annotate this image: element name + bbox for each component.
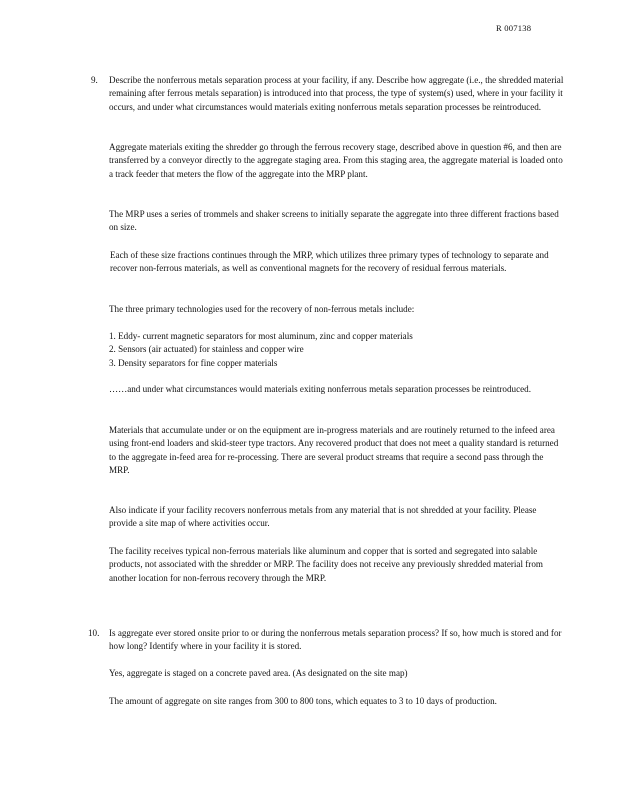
technology-list-item: 2. Sensors (air actuated) for stainless and copper wire bbox=[109, 344, 304, 354]
page-header-bates-number: R 007138 bbox=[496, 23, 532, 33]
answer-paragraph: Each of these size fractions continues through the MRP, which utilizes three primary types of technology to separate and recover non-ferrous materials, as well as conventional magnets for the recovery of residual ferrous materials. bbox=[110, 250, 549, 274]
answer-paragraph: Materials that accumulate under or on the equipment are in-progress materials and are routinely returned to the infeed area using front-end loaders and skid-steer type tractors. Any recovered product that does not meet a quality standard is returned to the aggregate in-feed area for re-processing. There are several product streams that require a second pass through the MRP. bbox=[109, 425, 559, 476]
followup-question-text: ……and under what circumstances would materials exiting nonferrous metals separation processes be reintroduced. bbox=[109, 384, 531, 394]
question-10-prompt: Is aggregate ever stored onsite prior to or during the nonferrous metals separation process? If so, how much is stored and for how long? Identify where in your facility it is stored. bbox=[109, 628, 562, 652]
technology-list-item: 3. Density separators for fine copper materials bbox=[109, 358, 278, 368]
question-number: 9. bbox=[91, 75, 98, 85]
question-9-prompt: Describe the nonferrous metals separation process at your facility, if any. Describe how aggregate (i.e., the shredded material remaining after ferrous metals separation) is introduced into that process, the type of system(s) used, where in your facility it occurs, and under what circumstances would materials exiting nonferrous metals separation processes be reintroduced. bbox=[109, 75, 564, 112]
followup-question-text: Also indicate if your facility recovers nonferrous metals from any material that is not shredded at your facility. Please provide a site map of where activities occur. bbox=[109, 505, 537, 529]
answer-paragraph: The MRP uses a series of trommels and shaker screens to initially separate the aggregate into three different fractions based on size. bbox=[109, 209, 559, 233]
answer-paragraph: Yes, aggregate is staged on a concrete paved area. (As designated on the site map) bbox=[109, 668, 408, 678]
answer-paragraph: The facility receives typical non-ferrous materials like aluminum and copper that is sorted and segregated into salable products, not associated with the shredder or MRP. The facility does not receive any previously shredded material from another location for non-ferrous recovery through the MRP. bbox=[109, 546, 543, 583]
question-number: 10. bbox=[88, 628, 100, 638]
answer-paragraph: The three primary technologies used for the recovery of non-ferrous metals include: bbox=[109, 304, 415, 314]
answer-paragraph: The amount of aggregate on site ranges from 300 to 800 tons, which equates to 3 to 10 days of production. bbox=[109, 696, 497, 706]
technology-list-item: 1. Eddy- current magnetic separators for most aluminum, zinc and copper materials bbox=[109, 331, 413, 341]
answer-paragraph: Aggregate materials exiting the shredder go through the ferrous recovery stage, described above in question #6, and then are transferred by a conveyor directly to the aggregate staging area. From this staging area, the aggregate material is loaded onto a track feeder that meters the flow of the aggregate into the MRP plant. bbox=[109, 142, 563, 179]
